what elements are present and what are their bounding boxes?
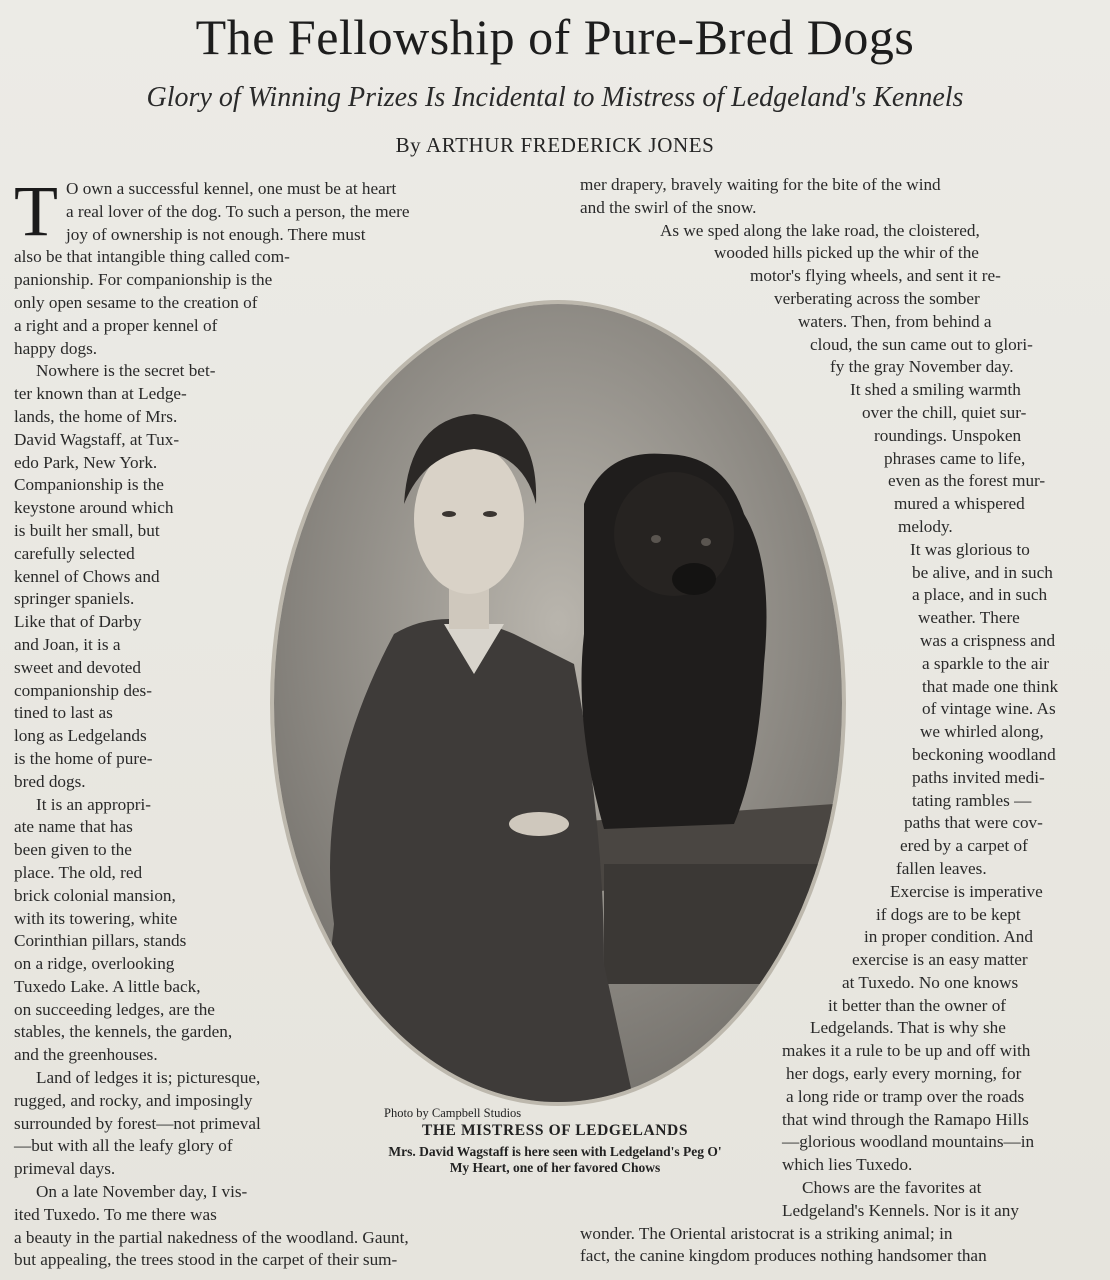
right-column-line: over the chill, quiet sur- [862,402,1027,422]
right-column-line: Chows are the favorites at [802,1178,982,1198]
right-column-line: phrases came to life, [884,448,1026,468]
left-column-line: but appealing, the trees stood in the carpet of their sum- [14,1250,398,1270]
right-column-line: of vintage wine. As [922,699,1056,719]
left-column-line: panionship. For companionship is the [14,270,273,290]
left-column-line: stables, the kennels, the garden, [14,1022,233,1042]
right-column-line: wooded hills picked up the whir of the [714,243,979,263]
left-column-line: companionship des- [14,680,152,700]
right-column-line: exercise is an easy matter [852,950,1028,970]
right-column-line: which lies Tuxedo. [782,1155,913,1175]
right-column-line: was a crispness and [920,630,1056,650]
right-column-line: tating rambles — [912,790,1032,810]
article-title: The Fellowship of Pure-Bred Dogs [195,9,915,65]
left-column-line: carefully selected [14,543,135,563]
right-column-line: fy the gray November day. [830,357,1014,377]
left-column-line: ter known than at Ledge- [14,384,187,404]
left-column-line: On a late November day, I vis- [36,1182,248,1202]
left-column-line: and Joan, it is a [14,634,121,654]
right-column-line: beckoning woodland [912,744,1056,764]
photo-credit: Photo by Campbell Studios [384,1106,522,1120]
left-column-line: O own a successful kennel, one must be at heart [66,179,397,198]
left-column-line: happy dogs. [14,338,98,358]
left-column-line: brick colonial mansion, [14,885,176,905]
left-column-line: Companionship is the [14,475,164,495]
right-column-line: we whirled along, [920,722,1044,742]
left-column-line: been given to the [14,840,132,860]
right-column-line: ered by a carpet of [900,836,1028,856]
article-subtitle: Glory of Winning Prizes Is Incidental to Mistress of Ledgeland's Kennels [146,82,964,113]
left-column-line: kennel of Chows and [14,566,160,586]
left-column-line: surrounded by forest—not primeval [14,1113,261,1133]
left-column-line: also be that intangible thing called com- [14,247,290,267]
right-column-line: a long ride or tramp over the roads [786,1086,1025,1106]
right-column-line: cloud, the sun came out to glori- [810,334,1033,354]
right-column-line: Ledgelands. That is why she [810,1018,1006,1038]
right-column-line: Ledgeland's Kennels. Nor is it any [782,1200,1019,1220]
left-column-line: —but with all the leafy glory of [14,1136,233,1156]
right-column-line: —glorious woodland mountains—in [782,1132,1035,1152]
left-column-line: on succeeding ledges, are the [14,999,215,1019]
right-column-line: it better than the owner of [828,995,1007,1015]
drop-cap: T [14,171,58,251]
right-column-line: roundings. Unspoken [874,425,1022,445]
left-column-line: Land of ledges it is; picturesque, [36,1068,261,1088]
right-column-line: weather. There [918,608,1020,628]
right-column-line: wonder. The Oriental aristocrat is a striking animal; in [580,1223,953,1243]
left-column-line: primeval days. [14,1159,116,1179]
right-column-line: paths that were cov- [904,813,1043,833]
right-column-line: at Tuxedo. No one knows [842,972,1019,992]
left-column-line: a right and a proper kennel of [14,315,218,335]
oval-portrait-photo [270,300,846,1106]
right-column-line: verberating across the somber [774,288,980,308]
right-column-line: makes it a rule to be up and off with [782,1041,1031,1061]
left-column-line: ate name that has [14,817,133,837]
left-column-line: David Wagstaff, at Tux- [14,429,180,449]
right-column-line: paths invited medi- [912,767,1045,787]
left-column-line: Nowhere is the secret bet- [36,361,216,381]
left-column-line: and the greenhouses. [14,1045,158,1065]
right-column-line: melody. [898,516,953,536]
left-column-line: is the home of pure- [14,748,153,768]
left-column-line: with its towering, white [14,908,178,928]
right-column-line: It shed a smiling warmth [850,380,1021,400]
right-column-line: that made one think [922,676,1059,696]
right-column-line: if dogs are to be kept [876,904,1021,924]
right-column-line: Exercise is imperative [890,881,1043,901]
left-column-line: a beauty in the partial nakedness of the woodland. Gaunt, [14,1227,409,1247]
left-column-line: is built her small, but [14,520,160,540]
right-column-line: motor's flying wheels, and sent it re- [750,266,1001,286]
right-column-line: that wind through the Ramapo Hills [782,1109,1029,1129]
right-column-line: a sparkle to the air [922,653,1049,673]
right-column-line: and the swirl of the snow. [580,197,757,217]
caption-title: THE MISTRESS OF LEDGELANDS [421,1122,689,1139]
right-column-line: mer drapery, bravely waiting for the bite of the wind [580,175,941,194]
right-column-line: mured a whispered [894,494,1025,514]
right-column-line: her dogs, early every morning, for [786,1064,1022,1084]
right-column-line: It was glorious to [910,539,1030,559]
left-column-line: ited Tuxedo. To me there was [14,1204,217,1224]
photo-caption [380,1106,730,1176]
caption-text: Mrs. David Wagstaff is here seen with Ledgeland's Peg O' My Heart, one of her favored Chows [388,1144,722,1175]
left-column-line: lands, the home of Mrs. [14,406,178,426]
left-column-line: only open sesame to the creation of [14,292,258,312]
left-column-line: bred dogs. [14,771,86,791]
left-column-line: It is an appropri- [36,794,152,814]
left-column-line: Like that of Darby [14,612,142,632]
right-column-line: be alive, and in such [912,562,1053,582]
left-column-line: long as Ledgelands [14,726,147,746]
left-column-line: sweet and devoted [14,657,141,677]
left-column-line: rugged, and rocky, and imposingly [14,1090,253,1110]
right-column-line: As we sped along the lake road, the cloistered, [660,220,980,240]
left-column-line: springer spaniels. [14,589,135,609]
left-column-line: a real lover of the dog. To such a person, the mere [66,201,410,221]
left-column-line: Corinthian pillars, stands [14,931,187,951]
right-column-line: waters. Then, from behind a [798,311,992,331]
article-byline: By ARTHUR FREDERICK JONES [395,133,715,157]
left-column-line: Tuxedo Lake. A little back, [14,976,201,996]
left-column-line: tined to last as [14,703,113,723]
left-column-line: on a ridge, overlooking [14,954,175,974]
left-column-line: keystone around which [14,498,174,518]
portrait-illustration [274,304,842,1102]
left-column-line: edo Park, New York. [14,452,158,472]
right-column-line: fallen leaves. [896,858,987,878]
right-column-line: even as the forest mur- [888,471,1046,491]
right-column-line: a place, and in such [912,585,1048,605]
right-column-line: in proper condition. And [864,927,1033,947]
left-column-line: joy of ownership is not enough. There must [66,224,366,244]
left-column-line: place. The old, red [14,862,143,882]
right-column-line: fact, the canine kingdom produces nothing handsomer than [580,1246,987,1266]
